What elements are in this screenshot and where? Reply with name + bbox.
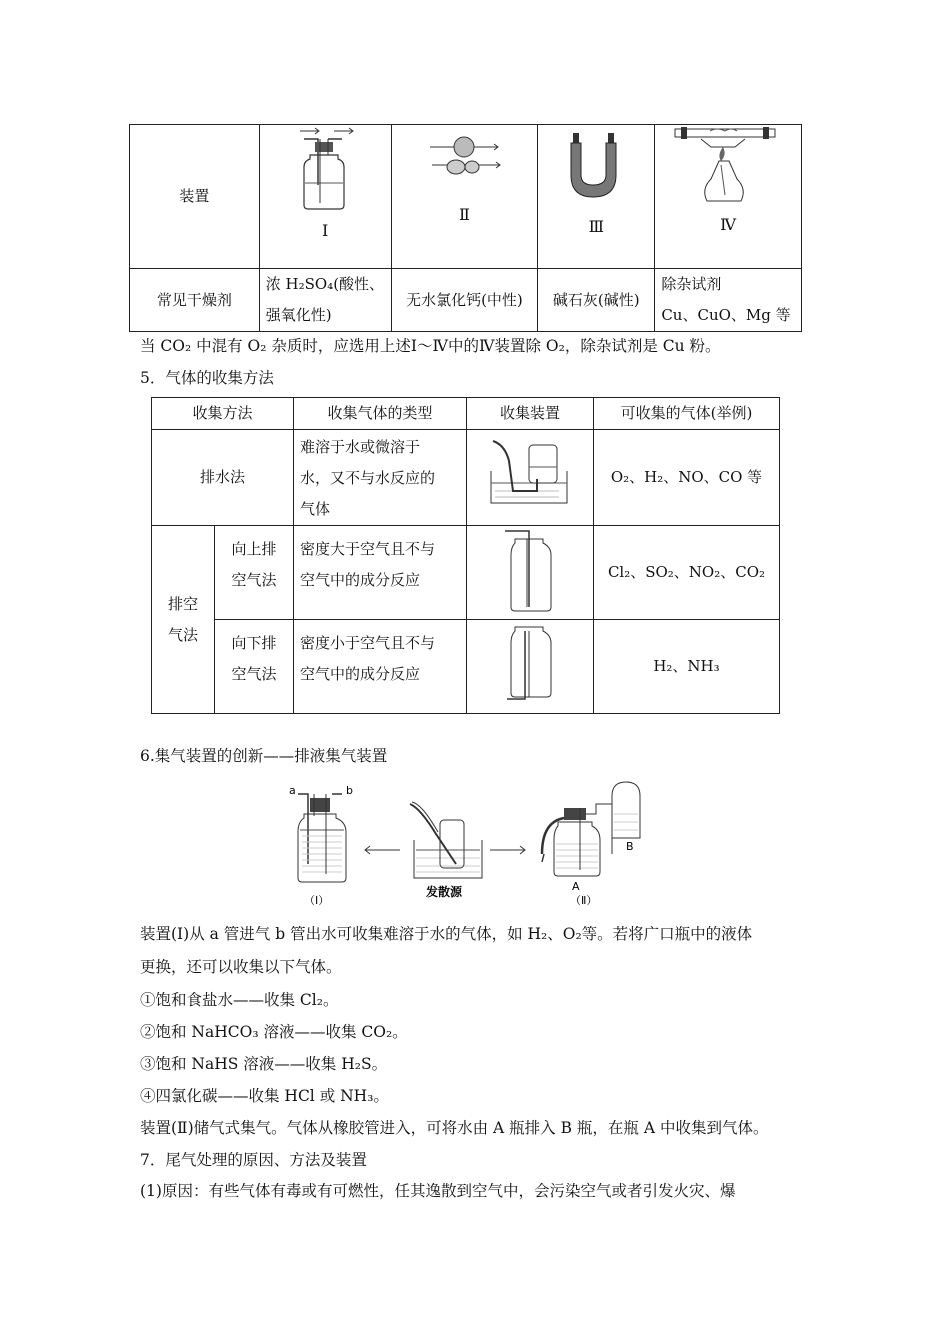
water-device — [467, 430, 594, 526]
header-gases: 可收集的气体(举例) — [594, 398, 780, 430]
upward-displacement-diagram — [467, 527, 593, 619]
drying-tube-diagram — [392, 125, 530, 205]
agent-1-line-1: 浓 H₂SO₄(酸性、 — [265, 275, 385, 293]
agent-cell-4 — [655, 269, 802, 332]
water-type — [294, 430, 467, 526]
device-cell-2 — [391, 125, 538, 269]
label-b: b — [346, 784, 353, 797]
up-method — [215, 526, 294, 620]
liquid-displacement-figure — [280, 774, 660, 910]
down-device — [467, 620, 594, 714]
u-tube-diagram — [538, 125, 648, 205]
device-roman-1: Ⅰ — [322, 221, 329, 240]
agent-cell-2: 无水氯化钙(中性) — [391, 269, 538, 332]
header-method: 收集方法 — [152, 398, 294, 430]
water-collection-diagram — [467, 431, 593, 525]
agent-4-line-1: 除杂试剂 — [661, 275, 722, 293]
device-roman-4: Ⅳ — [720, 215, 737, 234]
up-method-line-1: 向上排 — [231, 540, 277, 558]
device-cell-4 — [655, 125, 802, 269]
paragraph-1: 装置(Ⅰ)从 a 管进气 b 管出水可收集难溶于水的气体，如 H₂、O₂等。若将广口瓶中的液体 — [140, 925, 753, 943]
water-type-line-2: 水，又不与水反应的 — [300, 469, 436, 487]
item-4: ④四氯化碳——收集 HCl 或 NH₃。 — [140, 1087, 389, 1105]
collection-table — [151, 397, 780, 714]
label-A: A — [572, 880, 580, 893]
up-type-line-1: 密度大于空气且不与 — [300, 540, 436, 558]
down-method-line-2: 空气法 — [231, 665, 277, 683]
water-method: 排水法 — [152, 430, 294, 526]
agent-row-label: 常见干燥剂 — [130, 269, 260, 332]
caption-source: 发散源 — [426, 885, 463, 899]
down-method-line-1: 向下排 — [231, 634, 277, 652]
drying-table — [129, 124, 802, 332]
device-1-bottle — [298, 794, 346, 882]
item-3: ③饱和 NaHS 溶液——收集 H₂S。 — [140, 1055, 388, 1073]
down-type-line-2: 空气中的成分反应 — [300, 665, 421, 683]
agent-1-line-2: 强氧化性) — [265, 306, 332, 324]
heated-tube-diagram — [655, 125, 793, 211]
air-method — [152, 526, 215, 714]
source-apparatus — [410, 802, 482, 878]
item-1: ①饱和食盐水——收集 Cl₂。 — [140, 991, 339, 1009]
heading-6: 6.集气装置的创新——排液集气装置 — [140, 747, 388, 765]
item-2: ②饱和 NaHCO₃ 溶液——收集 CO₂。 — [140, 1023, 408, 1041]
up-type-line-2: 空气中的成分反应 — [300, 571, 421, 589]
agent-4-line-2: Cu、CuO、Mg 等 — [661, 306, 791, 324]
header-type: 收集气体的类型 — [294, 398, 467, 430]
down-method — [215, 620, 294, 714]
caption-1: （Ⅰ） — [304, 894, 330, 907]
label-B: B — [626, 840, 634, 853]
air-method-line-1: 排空 — [167, 594, 198, 613]
caption-2: （Ⅱ） — [570, 894, 598, 907]
up-method-line-2: 空气法 — [231, 571, 277, 589]
device-2-apparatus — [542, 782, 640, 876]
paragraph-3: 装置(Ⅱ)储气式集气。气体从橡胶管进入，可将水由 A 瓶排入 B 瓶，在瓶 A 中收集到气体。 — [140, 1119, 769, 1137]
up-gases: Cl₂、SO₂、NO₂、CO₂ — [594, 526, 780, 620]
device-roman-2: Ⅱ — [458, 205, 470, 224]
agent-cell-1 — [259, 269, 391, 332]
water-gases: O₂、H₂、NO、CO 等 — [594, 430, 780, 526]
header-device: 收集装置 — [467, 398, 594, 430]
down-type-line-1: 密度小于空气且不与 — [300, 634, 436, 652]
device-cell-1 — [259, 125, 391, 269]
heading-7: 7．尾气处理的原因、方法及装置 — [140, 1151, 367, 1169]
device-cell-3 — [538, 125, 655, 269]
label-a: a — [289, 784, 296, 797]
co2-paragraph: 当 CO₂ 中混有 O₂ 杂质时，应选用上述Ⅰ～Ⅳ中的Ⅳ装置除 O₂，除杂试剂是 Cu 粉。 — [140, 337, 721, 355]
paragraph-4: (1)原因：有些气体有毒或有可燃性，任其逸散到空气中，会污染空气或者引发火灾、爆 — [140, 1182, 736, 1200]
up-device — [467, 526, 594, 620]
water-type-line-3: 气体 — [300, 500, 331, 518]
agent-cell-3: 碱石灰(碱性) — [538, 269, 655, 332]
heading-5: 5．气体的收集方法 — [140, 369, 274, 387]
up-type — [294, 526, 467, 620]
air-method-line-2: 气法 — [167, 625, 198, 644]
down-gases: H₂、NH₃ — [594, 620, 780, 714]
device-row-label: 装置 — [130, 125, 260, 269]
device-roman-3: Ⅲ — [588, 217, 604, 236]
downward-displacement-diagram — [467, 621, 593, 713]
down-type — [294, 620, 467, 714]
water-type-line-1: 难溶于水或微溶于 — [300, 438, 421, 456]
paragraph-2: 更换，还可以收集以下气体。 — [140, 958, 342, 976]
